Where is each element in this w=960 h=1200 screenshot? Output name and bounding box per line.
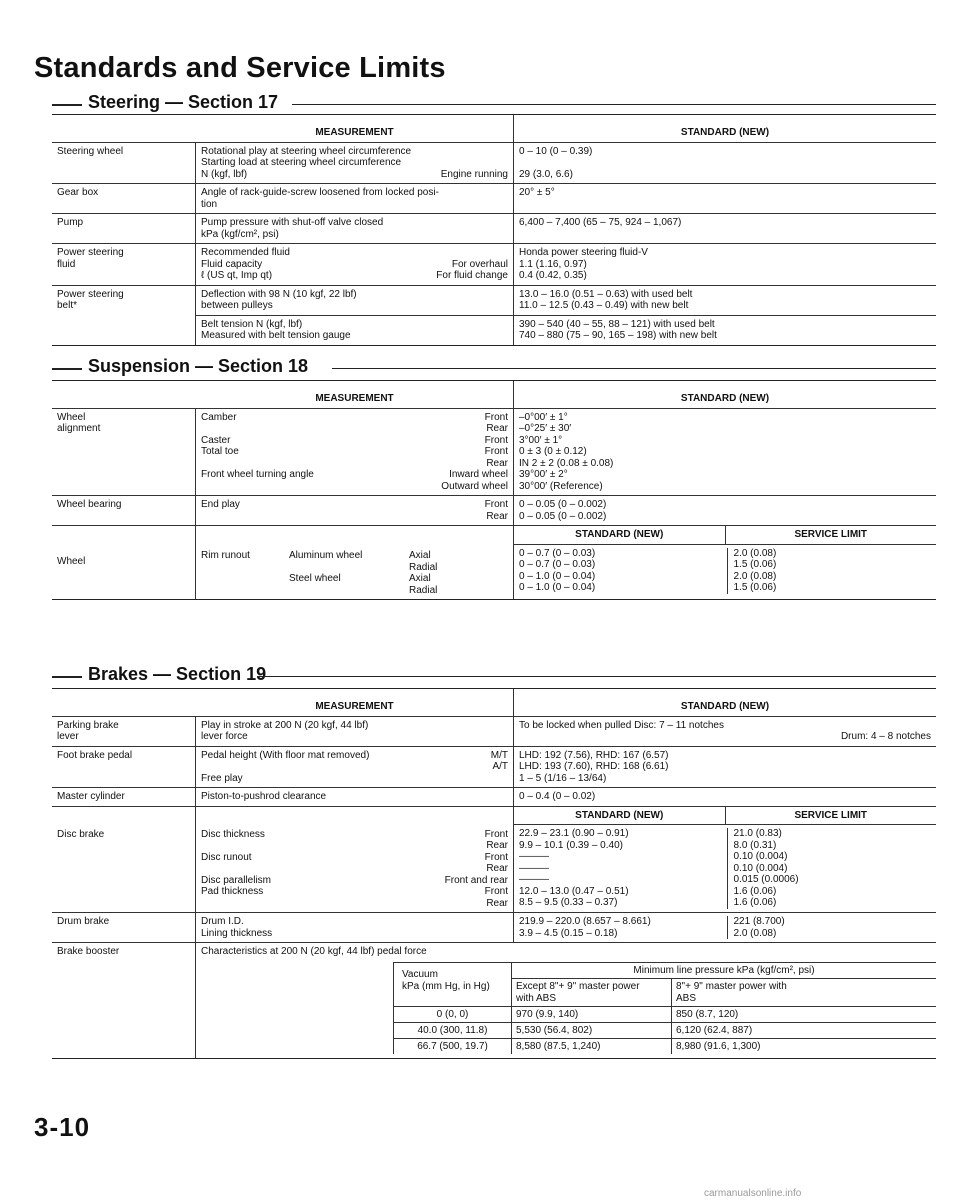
meas-line-text: kPa (kgf/cm², psi) bbox=[201, 228, 279, 240]
std-line: LHD: 193 (7.60), RHD: 168 (6.61) bbox=[519, 761, 669, 772]
meas-line-text bbox=[201, 423, 480, 435]
brakes-section-header bbox=[52, 664, 936, 688]
wheel-type bbox=[289, 585, 409, 597]
meas-line-text: Total toe bbox=[201, 446, 239, 457]
col-measurement: MEASUREMENT bbox=[196, 115, 514, 142]
std-line: 0 – 10 (0 – 0.39) bbox=[519, 145, 593, 157]
meas-line bbox=[201, 511, 508, 523]
meas-line bbox=[201, 446, 508, 458]
col-measurement: MEASUREMENT bbox=[196, 689, 514, 716]
meas-line bbox=[201, 187, 508, 199]
item-label: alignment bbox=[57, 423, 101, 434]
table-row bbox=[52, 285, 936, 315]
meas-line-qualifier: Front bbox=[484, 886, 508, 897]
std-line: 0.4 (0.42, 0.35) bbox=[519, 270, 587, 281]
std-line: 20° ± 5° bbox=[519, 187, 555, 198]
item-label: belt* bbox=[57, 300, 78, 311]
vacuum-label: Vacuum bbox=[402, 969, 438, 980]
vacuum-value: 0 (0, 0) bbox=[394, 1007, 512, 1022]
table-row bbox=[52, 183, 936, 213]
meas-line-qualifier: Outward wheel bbox=[441, 480, 508, 492]
meas-line-qualifier: Front bbox=[484, 411, 508, 423]
meas-line: Play in stroke at 200 N (20 kgf, 44 lbf) bbox=[201, 719, 369, 731]
meas-line bbox=[201, 229, 508, 241]
meas-line-qualifier: Rear bbox=[486, 510, 508, 522]
table-row-master-cylinder bbox=[52, 787, 936, 806]
steering-table bbox=[52, 114, 936, 346]
std-line: –0°00′ ± 1° bbox=[519, 411, 568, 423]
meas-line bbox=[201, 852, 508, 864]
col-standard: STANDARD (NEW) bbox=[680, 393, 770, 404]
meas-line-text: Recommended fluid bbox=[201, 247, 290, 258]
std-line: 390 – 540 (40 – 55, 88 – 121) with used belt bbox=[519, 318, 715, 330]
meas-line-qualifier: For overhaul bbox=[451, 258, 508, 270]
std-line: 0 – 0.05 (0 – 0.002) bbox=[519, 499, 607, 510]
meas-line bbox=[201, 863, 508, 875]
std-line: 3°00′ ± 1° bbox=[519, 434, 563, 446]
meas-line bbox=[201, 330, 508, 342]
meas-line-qualifier: Front bbox=[484, 434, 508, 446]
runout-direction: Axial bbox=[409, 550, 431, 561]
std-line: 219.9 – 220.0 (8.657 – 8.661) bbox=[519, 916, 651, 927]
col-b-label: 8"+ 9" master power with bbox=[676, 981, 787, 992]
meas-line-text: tion bbox=[201, 198, 218, 210]
meas-line-text: Pump pressure with shut-off valve closed bbox=[201, 217, 384, 228]
meas-line bbox=[201, 270, 508, 282]
meas-line-qualifier: Front bbox=[484, 446, 508, 457]
meas-line-text bbox=[201, 761, 486, 773]
meas-line bbox=[201, 840, 508, 852]
meas-line-text bbox=[201, 863, 480, 875]
std-line: 29 (3.0, 6.6) bbox=[519, 168, 573, 180]
wheel-type: Steel wheel bbox=[289, 573, 341, 584]
limit-line: 21.0 (0.83) bbox=[733, 828, 782, 839]
meas-line: Piston-to-pushrod clearance bbox=[201, 791, 327, 802]
meas-line-text bbox=[201, 898, 480, 910]
meas-line-qualifier: A/T bbox=[492, 761, 508, 772]
meas-line-qualifier: Rear bbox=[486, 423, 508, 434]
std-line bbox=[519, 157, 931, 169]
table-row-wheel-alignment bbox=[52, 408, 936, 496]
col-service-limit: SERVICE LIMIT bbox=[794, 809, 868, 821]
pressure-value: 6,120 (62.4, 887) bbox=[676, 1025, 753, 1036]
std-line: 0 – 0.7 (0 – 0.03) bbox=[519, 559, 596, 570]
std-line: ——— bbox=[519, 874, 549, 885]
std-line: 22.9 – 23.1 (0.90 – 0.91) bbox=[519, 828, 629, 839]
meas-line-text: Camber bbox=[201, 411, 237, 423]
item-label bbox=[57, 318, 190, 330]
meas-line-text: Deflection with 98 N (10 kgf, 22 lbf) bbox=[201, 288, 357, 300]
meas-line-qualifier: Rear bbox=[486, 457, 508, 469]
limit-line: 2.0 (0.08) bbox=[733, 570, 777, 582]
std-line: IN 2 ± 2 (0.08 ± 0.08) bbox=[519, 457, 614, 469]
limit-line: 1.5 (0.06) bbox=[733, 559, 777, 570]
meas-line bbox=[201, 217, 508, 229]
std-line: –0°25′ ± 30′ bbox=[519, 423, 572, 434]
meas-line-qualifier bbox=[502, 187, 508, 199]
meas-line bbox=[201, 875, 508, 887]
std-line: 39°00′ ± 2° bbox=[519, 469, 568, 480]
meas-line bbox=[201, 157, 508, 169]
meas-line: Lining thickness bbox=[201, 927, 273, 939]
meas-line: lever force bbox=[201, 731, 248, 742]
suspension-header-row bbox=[52, 381, 936, 408]
meas-line-qualifier: Front bbox=[484, 499, 508, 510]
std-line: 0 – 1.0 (0 – 0.04) bbox=[519, 570, 596, 582]
table-row-drum-brake bbox=[52, 912, 936, 942]
item-label: Power steering bbox=[57, 247, 124, 258]
std-line: 0 – 0.7 (0 – 0.03) bbox=[519, 547, 596, 559]
steering-header-row bbox=[52, 115, 936, 142]
rim-runout-label: Rim runout bbox=[201, 550, 250, 561]
item-label: Foot brake pedal bbox=[57, 749, 133, 761]
meas-line bbox=[201, 886, 508, 898]
std-line: ——— bbox=[519, 851, 549, 862]
std-line bbox=[519, 731, 931, 743]
col-service-limit: SERVICE LIMIT bbox=[794, 529, 868, 540]
meas-line-qualifier: Engine running bbox=[440, 168, 508, 180]
meas-line-text: Pedal height (With floor mat removed) bbox=[201, 749, 370, 761]
meas-line-qualifier bbox=[502, 319, 508, 331]
item-label: Parking brake bbox=[57, 719, 119, 731]
item-label: Master cylinder bbox=[57, 791, 125, 802]
meas-line-text: Caster bbox=[201, 434, 231, 446]
limit-line: 1.5 (0.06) bbox=[733, 582, 777, 593]
meas-line bbox=[201, 750, 508, 762]
std-line: 0 – 0.05 (0 – 0.002) bbox=[519, 510, 607, 522]
meas-line-qualifier bbox=[502, 300, 508, 312]
pressure-value: 8,580 (87.5, 1,240) bbox=[512, 1039, 672, 1054]
col-standard: STANDARD (NEW) bbox=[680, 127, 770, 138]
wheel-type: Aluminum wheel bbox=[289, 550, 363, 561]
col-a-label: with ABS bbox=[516, 992, 557, 1004]
limit-line: 0.10 (0.004) bbox=[733, 862, 788, 874]
meas-line-qualifier bbox=[502, 330, 508, 342]
min-pressure-label: Minimum line pressure kPa (kgf/cm², psi) bbox=[512, 963, 936, 979]
std-line-text: To be locked when pulled Disc: 7 – 11 notches bbox=[519, 719, 724, 731]
col-standard: STANDARD (NEW) bbox=[680, 701, 770, 712]
meas-line-qualifier: Front bbox=[484, 851, 508, 863]
std-line: Honda power steering fluid-V bbox=[519, 247, 648, 258]
meas-line bbox=[201, 423, 508, 435]
page-title: Standards and Service Limits bbox=[34, 52, 446, 84]
meas-line-text: between pulleys bbox=[201, 300, 273, 311]
meas-line-qualifier: For fluid change bbox=[436, 270, 508, 281]
limit-line: 1.6 (0.06) bbox=[733, 897, 777, 908]
col-b-label: ABS bbox=[676, 992, 697, 1004]
col-standard: STANDARD (NEW) bbox=[514, 807, 726, 825]
col-standard: STANDARD (NEW) bbox=[514, 526, 726, 544]
limit-line: 0.10 (0.004) bbox=[733, 851, 788, 862]
meas-line-text: Belt tension N (kgf, lbf) bbox=[201, 318, 303, 330]
meas-line bbox=[201, 319, 508, 331]
limit-line: 1.6 (0.06) bbox=[733, 885, 777, 897]
std-line: 0 ± 3 (0 ± 0.12) bbox=[519, 446, 587, 457]
item-label: lever bbox=[57, 731, 79, 742]
meas-line-qualifier: Rear bbox=[486, 840, 508, 851]
meas-line bbox=[201, 458, 508, 470]
std-line-qualifier bbox=[925, 720, 931, 732]
item-label: fluid bbox=[57, 258, 76, 270]
limit-line: 8.0 (0.31) bbox=[733, 839, 777, 851]
booster-meas: Characteristics at 200 N (20 kgf, 44 lbf) pedal force bbox=[201, 946, 427, 957]
meas-line bbox=[201, 300, 508, 312]
meas-line bbox=[201, 146, 508, 158]
table-row bbox=[52, 142, 936, 184]
meas-line-text: Disc thickness bbox=[201, 828, 265, 840]
std-line: 0 – 1.0 (0 – 0.04) bbox=[519, 582, 596, 593]
meas-line bbox=[201, 481, 508, 493]
item-label: Drum brake bbox=[57, 916, 110, 927]
brakes-header-row bbox=[52, 689, 936, 716]
meas-line bbox=[201, 259, 508, 271]
table-row-foot-brake bbox=[52, 746, 936, 788]
vacuum-value: 40.0 (300, 11.8) bbox=[394, 1023, 512, 1038]
item-label: Wheel bbox=[57, 411, 86, 423]
meas-line-qualifier bbox=[502, 217, 508, 229]
vacuum-value: 66.7 (500, 19.7) bbox=[394, 1039, 512, 1054]
meas-line bbox=[201, 199, 508, 211]
col-measurement: MEASUREMENT bbox=[196, 381, 514, 408]
booster-row bbox=[394, 1022, 936, 1038]
std-line: 11.0 – 12.5 (0.43 – 0.49) with new belt bbox=[519, 300, 689, 311]
meas-line-text: Rotational play at steering wheel circumference bbox=[201, 145, 412, 157]
std-line: 9.9 – 10.1 (0.39 – 0.40) bbox=[519, 839, 623, 851]
meas-line bbox=[201, 773, 508, 785]
limit-line: 2.0 (0.08) bbox=[733, 547, 777, 559]
booster-row bbox=[394, 1038, 936, 1054]
meas-line-text: Disc parallelism bbox=[201, 874, 272, 886]
std-line-qualifier: Drum: 4 – 8 notches bbox=[840, 731, 931, 742]
std-line: 0 – 0.4 (0 – 0.02) bbox=[519, 791, 596, 802]
meas-line-text bbox=[201, 840, 480, 852]
table-row-wheel-bearing bbox=[52, 495, 936, 525]
meas-line bbox=[201, 761, 508, 773]
table-row-parking-brake bbox=[52, 716, 936, 746]
brakes-table bbox=[52, 688, 936, 1059]
meas-line bbox=[201, 435, 508, 447]
meas-line-qualifier bbox=[502, 247, 508, 259]
meas-line bbox=[201, 289, 508, 301]
meas-line-text: ℓ (US qt, Imp qt) bbox=[201, 270, 273, 281]
steering-section-header bbox=[52, 92, 936, 116]
item-label: Wheel bbox=[57, 556, 86, 567]
pressure-value: 850 (8.7, 120) bbox=[676, 1009, 739, 1020]
table-row bbox=[52, 315, 936, 345]
suspension-heading: Suspension — Section 18 bbox=[88, 356, 309, 376]
std-line: 740 – 880 (75 – 90, 165 – 198) with new belt bbox=[519, 330, 717, 341]
meas-line-text: Measured with belt tension gauge bbox=[201, 330, 351, 341]
suspension-section-header bbox=[52, 356, 936, 380]
meas-line-qualifier bbox=[502, 199, 508, 211]
meas-line-qualifier: Front bbox=[484, 828, 508, 840]
meas-line-qualifier bbox=[502, 157, 508, 169]
table-row-brake-booster bbox=[52, 942, 936, 1058]
booster-table bbox=[393, 962, 936, 1054]
std-line: LHD: 192 (7.56), RHD: 167 (6.57) bbox=[519, 749, 669, 761]
page-number: 3-10 bbox=[34, 1112, 91, 1142]
meas-line bbox=[201, 829, 508, 841]
meas-line: Drum I.D. bbox=[201, 916, 244, 927]
item-label: Power steering bbox=[57, 288, 124, 300]
meas-line-text: End play bbox=[201, 499, 240, 510]
meas-line-qualifier bbox=[502, 773, 508, 785]
meas-line bbox=[201, 898, 508, 910]
std-line: 8.5 – 9.5 (0.33 – 0.37) bbox=[519, 897, 618, 908]
meas-line-qualifier bbox=[502, 229, 508, 241]
steering-heading: Steering — Section 17 bbox=[88, 92, 279, 112]
std-line-text bbox=[519, 731, 835, 743]
table-row bbox=[52, 243, 936, 285]
meas-line-text: Fluid capacity bbox=[201, 258, 263, 270]
limit-line: 0.015 (0.0006) bbox=[733, 874, 799, 885]
item-label: Brake booster bbox=[57, 946, 120, 957]
meas-line-qualifier: M/T bbox=[490, 749, 508, 761]
item-label: Steering wheel bbox=[57, 145, 124, 157]
item-label: Gear box bbox=[57, 187, 99, 198]
pressure-value: 970 (9.9, 140) bbox=[512, 1007, 672, 1022]
meas-line bbox=[201, 169, 508, 181]
vacuum-label: kPa (mm Hg, in Hg) bbox=[402, 980, 490, 992]
meas-line bbox=[201, 412, 508, 424]
meas-line-text: N (kgf, lbf) bbox=[201, 168, 248, 180]
col-a-label: Except 8"+ 9" master power bbox=[516, 981, 640, 992]
std-line: ——— bbox=[519, 862, 549, 874]
meas-line-text: Front wheel turning angle bbox=[201, 469, 314, 480]
runout-direction: Axial bbox=[409, 573, 431, 584]
meas-line-text: Disc runout bbox=[201, 851, 252, 863]
meas-line bbox=[201, 499, 508, 511]
meas-line bbox=[201, 469, 508, 481]
pressure-value: 8,980 (91.6, 1,300) bbox=[676, 1041, 761, 1052]
std-line: 30°00′ (Reference) bbox=[519, 480, 603, 492]
table-row-disc-brake bbox=[52, 806, 936, 913]
std-line: 13.0 – 16.0 (0.51 – 0.63) with used belt bbox=[519, 288, 693, 300]
meas-line-text bbox=[201, 458, 480, 470]
limit-line: 2.0 (0.08) bbox=[733, 927, 777, 939]
suspension-table bbox=[52, 380, 936, 600]
pressure-value: 5,530 (56.4, 802) bbox=[512, 1023, 672, 1038]
runout-direction: Radial bbox=[409, 584, 438, 596]
std-line: 6,400 – 7,400 (65 – 75, 924 – 1,067) bbox=[519, 217, 682, 228]
meas-line-qualifier: Rear bbox=[486, 863, 508, 874]
item-label: Wheel bearing bbox=[57, 499, 122, 510]
meas-line-qualifier bbox=[502, 289, 508, 301]
std-line: 1 – 5 (1/16 – 13/64) bbox=[519, 772, 607, 784]
meas-line-qualifier: Inward wheel bbox=[449, 469, 508, 480]
booster-row bbox=[394, 1006, 936, 1022]
meas-line-qualifier: Rear bbox=[486, 897, 508, 909]
watermark: carmanualsonline.info bbox=[704, 1188, 802, 1199]
meas-line-qualifier: Front and rear bbox=[444, 874, 508, 886]
runout-direction: Radial bbox=[409, 561, 438, 573]
meas-line-text bbox=[201, 481, 435, 493]
meas-line-text: Pad thickness bbox=[201, 886, 264, 897]
std-line: 12.0 – 13.0 (0.47 – 0.51) bbox=[519, 885, 629, 897]
meas-line-text bbox=[201, 511, 480, 523]
std-line bbox=[519, 720, 931, 732]
table-row bbox=[52, 213, 936, 243]
meas-line bbox=[201, 247, 508, 259]
item-label: Disc brake bbox=[57, 828, 105, 840]
brakes-heading: Brakes — Section 19 bbox=[88, 664, 267, 684]
meas-line-text: Starting load at steering wheel circumference bbox=[201, 157, 402, 168]
meas-line-text: Free play bbox=[201, 772, 243, 784]
table-row-wheel bbox=[52, 525, 936, 599]
limit-line: 221 (8.700) bbox=[733, 916, 785, 927]
std-line: 1.1 (1.16, 0.97) bbox=[519, 258, 587, 270]
meas-line-qualifier bbox=[502, 146, 508, 158]
meas-line-text: Angle of rack-guide-screw loosened from locked posi- bbox=[201, 187, 439, 198]
item-label: Pump bbox=[57, 217, 84, 228]
wheel-type bbox=[289, 562, 409, 574]
std-line: 3.9 – 4.5 (0.15 – 0.18) bbox=[519, 927, 618, 939]
